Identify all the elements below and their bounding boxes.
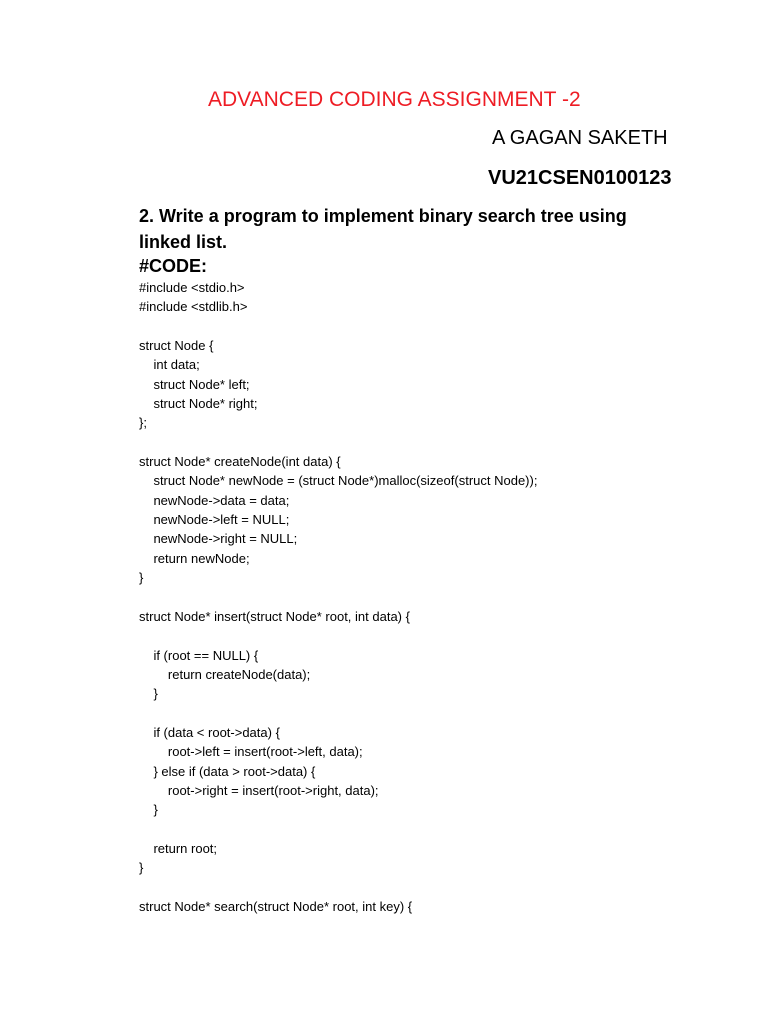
code-line: return newNode; (139, 550, 250, 566)
code-line: newNode->data = data; (139, 492, 290, 508)
roll-number: VU21CSEN0100123 (488, 167, 672, 189)
code-line: struct Node* left; (139, 376, 250, 392)
code-line: return createNode(data); (139, 666, 311, 682)
code-line: struct Node* search(struct Node* root, int key) { (139, 899, 413, 914)
code-line: }; (139, 415, 147, 431)
code-line: #include <stdlib.h> (139, 299, 248, 315)
code-line: } (139, 570, 144, 586)
code-line (139, 433, 537, 452)
code-heading: #CODE: (139, 256, 208, 276)
code-line (139, 820, 537, 839)
code-line: newNode->left = NULL; (139, 512, 290, 528)
code-line: } else if (data > root->data) { (139, 763, 316, 779)
question-text: 2. Write a program to implement binary search tree using linked list. (139, 206, 627, 252)
author-name: A GAGAN SAKETH (492, 127, 668, 149)
code-line (139, 878, 537, 897)
code-line: if (root == NULL) { (139, 647, 259, 663)
code-line: #include <stdio.h> (139, 280, 245, 295)
code-line: int data; (139, 357, 200, 373)
code-line: return root; (139, 840, 218, 856)
code-line: struct Node { (139, 338, 214, 354)
code-line: } (139, 860, 144, 876)
code-block (139, 278, 537, 916)
code-line: newNode->right = NULL; (139, 531, 298, 547)
code-line: struct Node* newNode = (struct Node*)malloc(sizeof(struct Node)); (139, 473, 538, 489)
code-line (139, 317, 537, 336)
code-line: struct Node* createNode(int data) { (139, 454, 341, 470)
code-line (139, 626, 537, 645)
assignment-title: ADVANCED CODING ASSIGNMENT -2 (208, 88, 581, 111)
code-line (139, 704, 537, 723)
code-line: } (139, 802, 158, 818)
code-line: struct Node* insert(struct Node* root, int data) { (139, 608, 410, 624)
code-line: if (data < root->data) { (139, 724, 280, 740)
code-line: } (139, 686, 158, 702)
code-line (139, 588, 537, 607)
code-line: struct Node* right; (139, 396, 258, 412)
code-line: root->right = insert(root->right, data); (139, 782, 379, 798)
code-line: root->left = insert(root->left, data); (139, 744, 363, 760)
